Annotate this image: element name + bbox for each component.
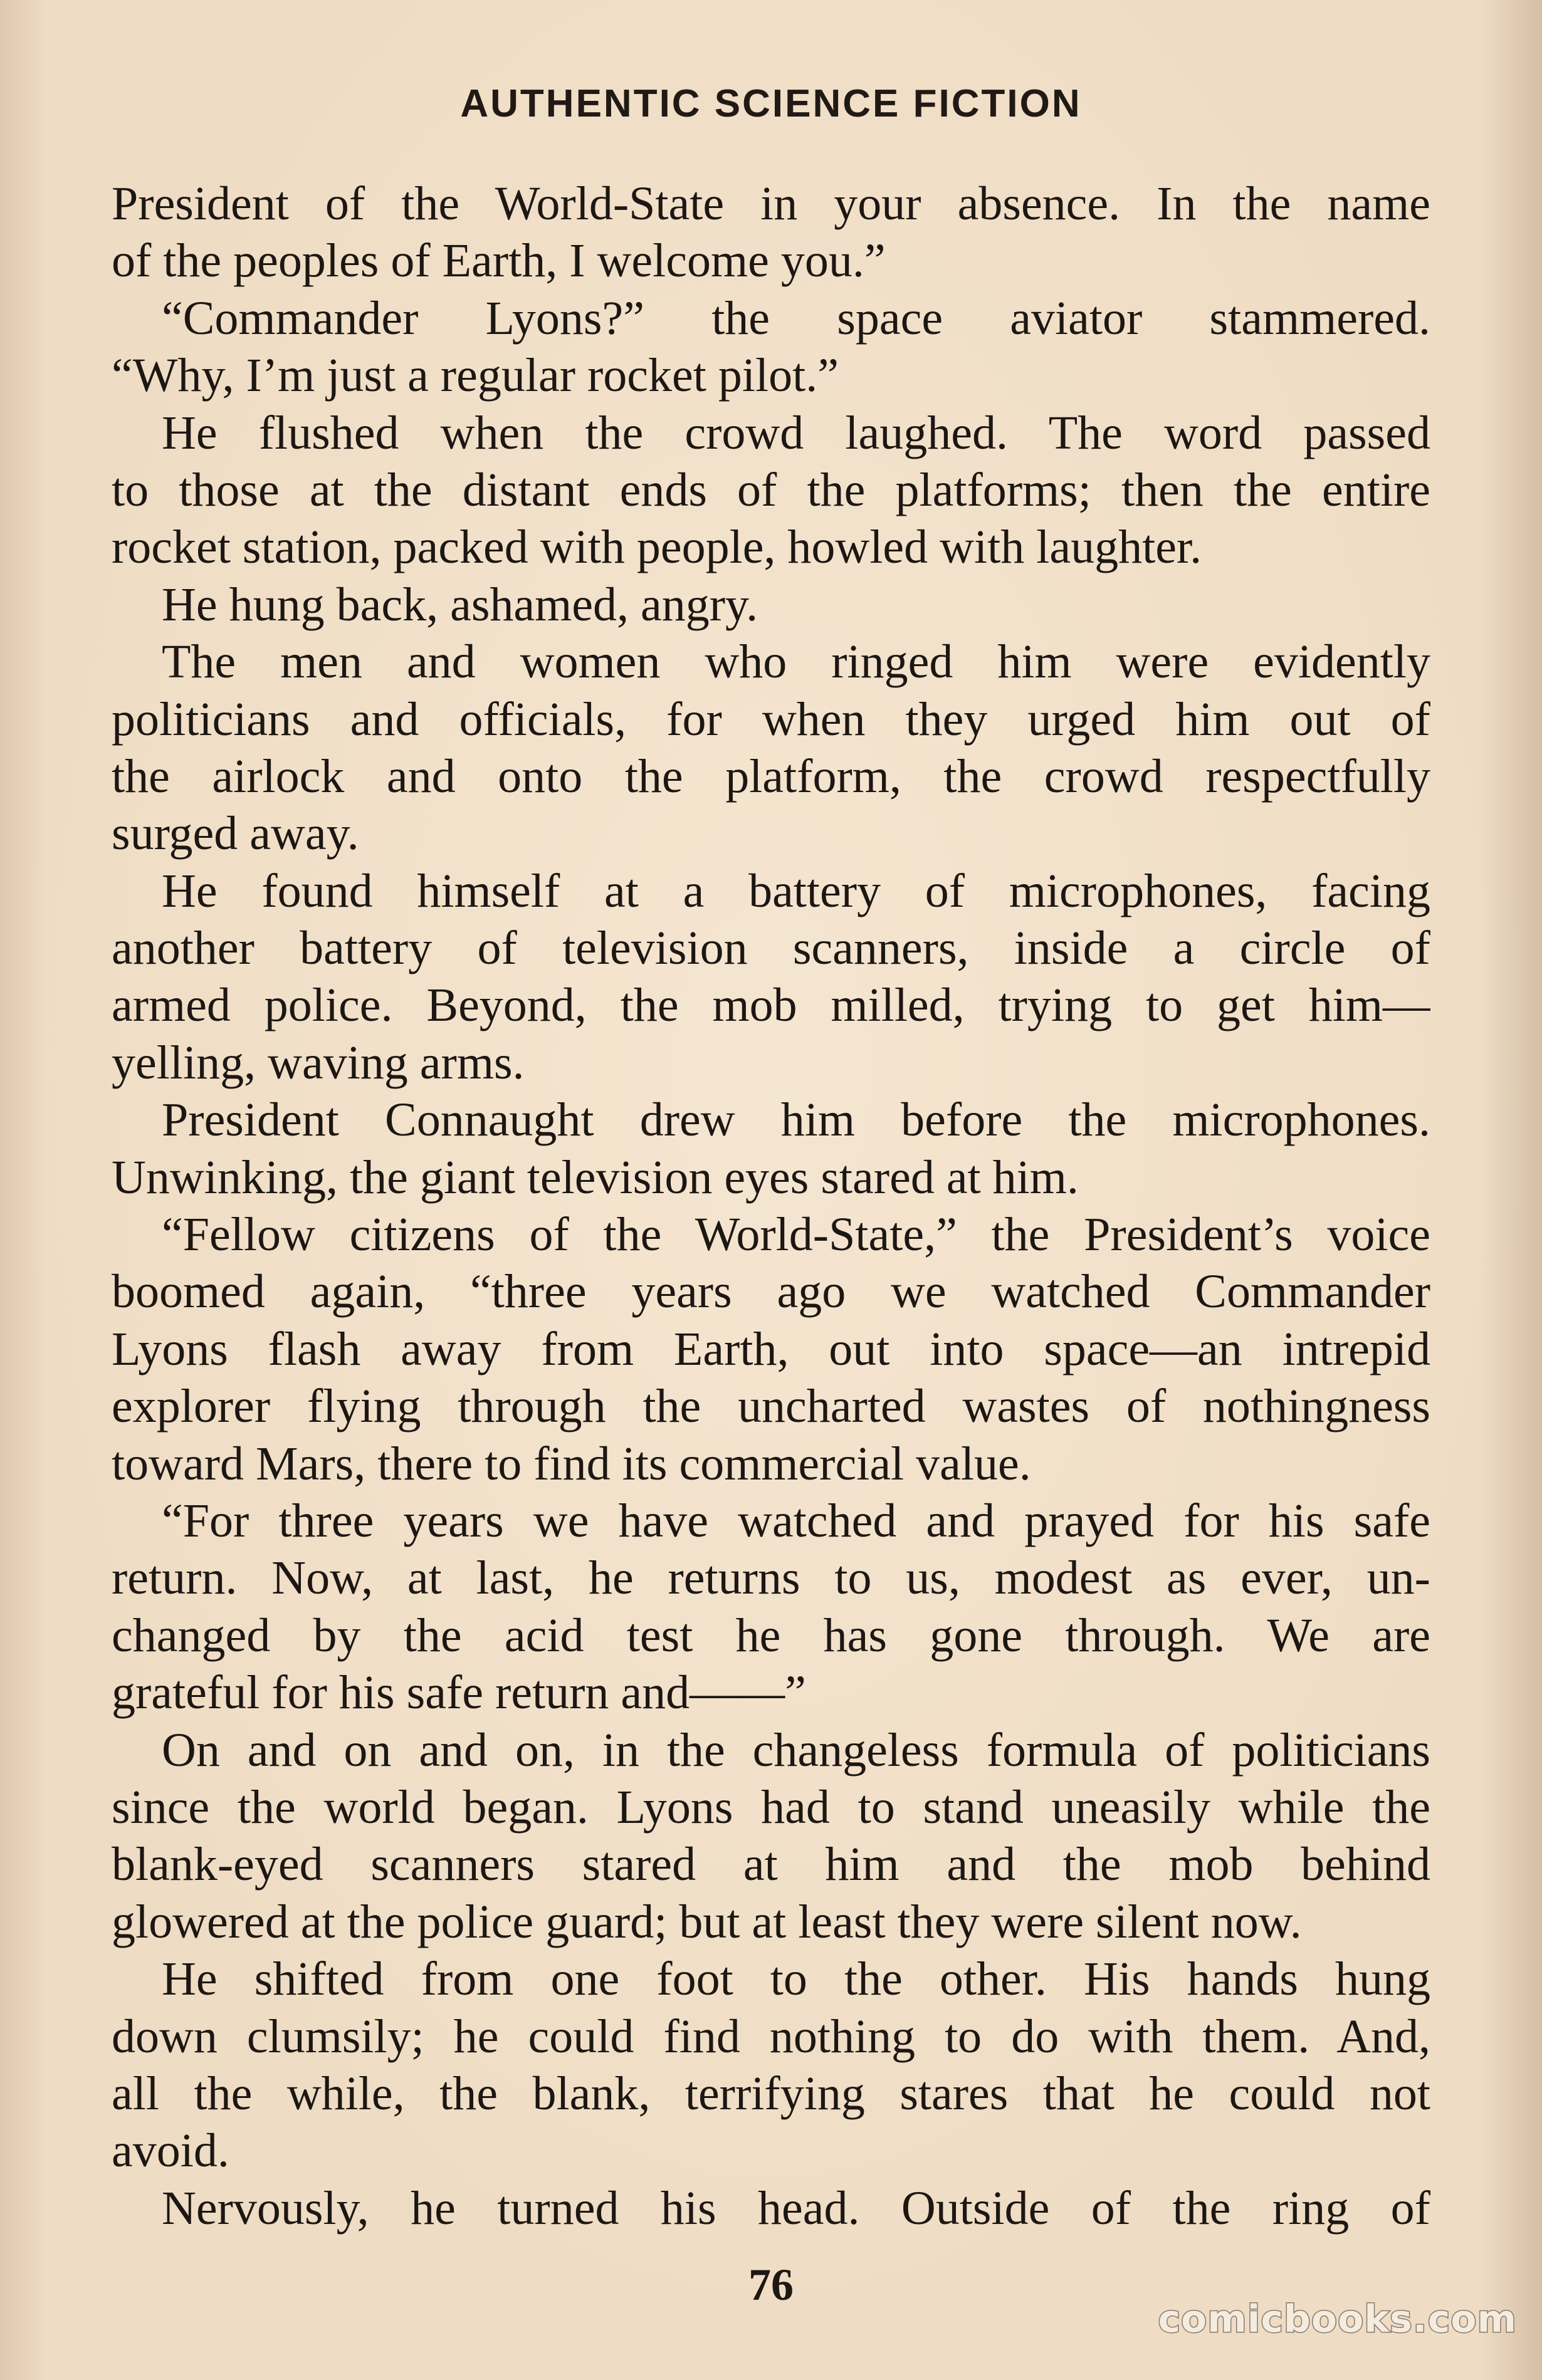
text-line: surged away. <box>112 807 359 860</box>
text-line: “Why, I’m just a regular rocket pilot.” <box>112 349 839 402</box>
text-line: politicians and officials, for when they urged him out of <box>112 692 1430 746</box>
text-line: He flushed when the crowd laughed. The word passed <box>162 406 1430 459</box>
text-line: the airlock and onto the platform, the crowd respectfully <box>112 749 1430 803</box>
text-line: armed police. Beyond, the mob milled, trying to get him— <box>112 979 1430 1032</box>
text-line: He shifted from one foot to the other. His hands hung <box>162 1953 1430 2006</box>
text-line: “For three years we have watched and prayed for his safe <box>162 1494 1430 1547</box>
text-line: “Fellow citizens of the World-State,” the President’s voice <box>162 1208 1430 1261</box>
text-line: On and on and on, in the changeless formula of politicians <box>162 1723 1430 1777</box>
text-line: of the peoples of Earth, I welcome you.” <box>112 234 886 288</box>
text-line: all the while, the blank, terrifying stares that he could not <box>112 2067 1430 2120</box>
text-line: The men and women who ringed him were evidently <box>162 635 1430 689</box>
text-line: to those at the distant ends of the platforms; then the entire <box>112 463 1430 516</box>
text-line: President of the World-State in your absence. In the name <box>112 177 1430 230</box>
watermark-logo: comicbooks.com <box>1158 2297 1517 2341</box>
body-text <box>112 175 1430 2237</box>
text-line: boomed again, “three years ago we watched Commander <box>112 1265 1430 1318</box>
running-header: AUTHENTIC SCIENCE FICTION <box>460 82 1082 125</box>
text-line: President Connaught drew him before the microphones. <box>162 1093 1430 1147</box>
text-line: another battery of television scanners, inside a circle of <box>112 922 1430 975</box>
text-line: “Commander Lyons?” the space aviator stammered. <box>162 291 1430 345</box>
text-line: return. Now, at last, he returns to us, modest as ever, un- <box>112 1552 1430 1605</box>
page-number: 76 <box>748 2260 794 2310</box>
text-line: glowered at the police guard; but at least they were silent now. <box>112 1895 1302 1948</box>
text-line: rocket station, packed with people, howled with laughter. <box>112 521 1202 574</box>
text-line: grateful for his safe return and——” <box>112 1666 806 1720</box>
text-line: blank-eyed scanners stared at him and the mob behind <box>112 1838 1430 1891</box>
text-line: changed by the acid test he has gone through. We are <box>112 1609 1430 1662</box>
text-line: toward Mars, there to find its commercial value. <box>112 1437 1031 1490</box>
text-line: avoid. <box>112 2124 229 2178</box>
text-line: He found himself at a battery of microphones, facing <box>162 864 1430 917</box>
text-line: since the world began. Lyons had to stand uneasily while the <box>112 1780 1430 1834</box>
text-line: Nervously, he turned his head. Outside of the ring of <box>162 2181 1430 2235</box>
text-line: down clumsily; he could find nothing to do with them. And, <box>112 2010 1430 2063</box>
text-line: Lyons flash away from Earth, out into space—an intrepid <box>112 1322 1430 1375</box>
text-line: explorer flying through the uncharted wastes of nothingness <box>112 1380 1430 1433</box>
text-line: Unwinking, the giant television eyes stared at him. <box>112 1151 1079 1204</box>
text-line: yelling, waving arms. <box>112 1036 525 1089</box>
text-line: He hung back, ashamed, angry. <box>162 578 758 631</box>
